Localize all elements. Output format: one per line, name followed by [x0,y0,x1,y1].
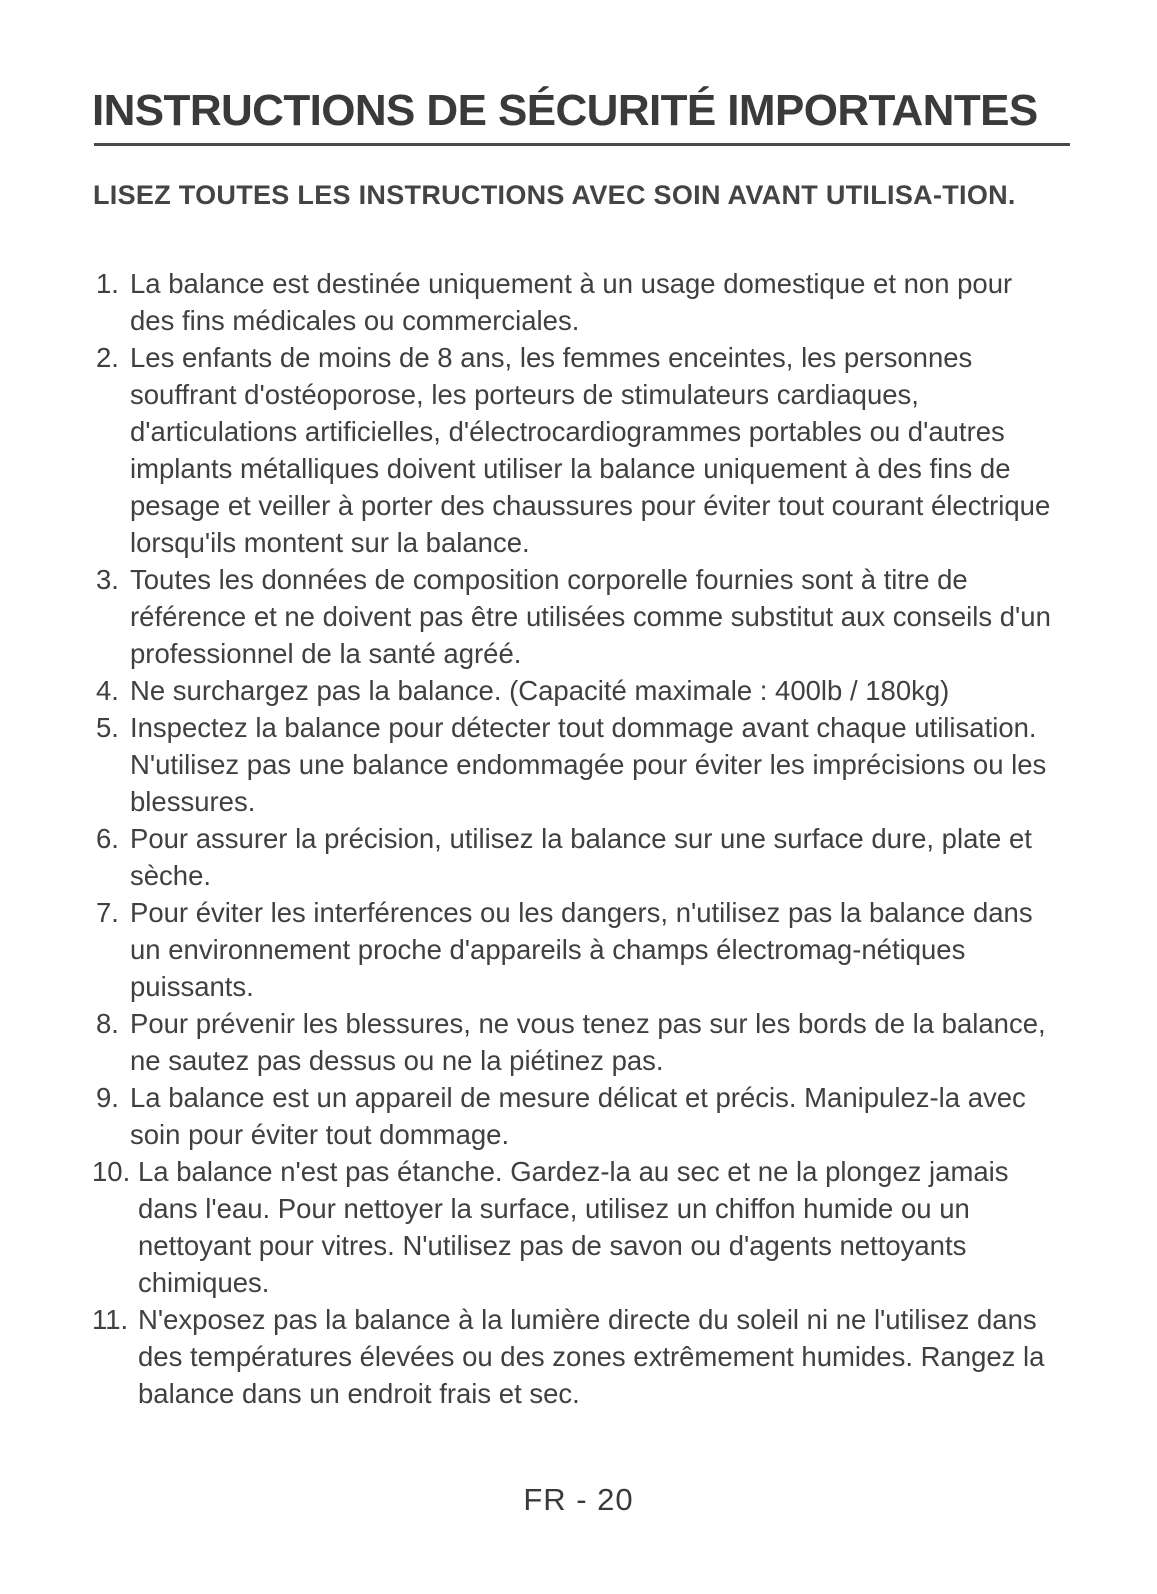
item-text: La balance est destinée uniquement à un usage domestique et non pour des fins médicales ou commerciales. [130,268,1013,336]
section-subtitle: LISEZ TOUTES LES INSTRUCTIONS AVEC SOIN AVANT UTILISA-TION. [93,180,1016,210]
item-number: 4. [96,675,119,706]
item-number: 9. [96,1082,119,1113]
item-number: 11. [92,1304,129,1335]
list-item [92,894,1052,1005]
page-number: FR - 20 [523,1482,634,1517]
item-text: La balance n'est pas étanche. Gardez-la au sec et ne la plongez jamais dans l'eau. Pour nettoyer la surface, utilisez un chiffon humide ou un nettoyant pour vitres. N'utilisez pas de savon ou d'agents nettoyants chimiques. [138,1156,1009,1298]
item-text: N'exposez pas la balance à la lumière directe du soleil ni ne l'utilisez dans des températures élevées ou des zones extrêmement humides. Rangez la balance dans un endroit frais et sec. [138,1304,1045,1409]
list-item [92,672,1052,709]
item-number: 1. [96,268,119,299]
item-text: Les enfants de moins de 8 ans, les femmes enceintes, les personnes souffrant d'ostéoporose, les porteurs de stimulateurs cardiaques, d'articulations artificielles, d'électrocardiogrammes portables ou d'autres implants métalliques doivent utiliser la balance uniquement à des fins de pesage et veiller à porter des chaussures pour éviter tout courant électrique lorsqu'ils montent sur la balance. [130,342,1051,558]
item-number: 6. [96,823,119,854]
item-number: 5. [96,712,119,743]
list-item [92,1153,1052,1301]
item-number: 7. [96,897,119,928]
list-item [92,820,1052,894]
item-number: 10. [92,1156,131,1187]
item-text: Ne surchargez pas la balance. (Capacité maximale : 400lb / 180kg) [130,675,950,706]
list-item [92,1079,1052,1153]
item-text: La balance est un appareil de mesure délicat et précis. Manipulez-la avec soin pour éviter tout dommage. [130,1082,1026,1150]
list-item [92,1005,1052,1079]
item-number: 8. [96,1008,119,1039]
page-title: INSTRUCTIONS DE SÉCURITÉ IMPORTANTES [92,86,1038,135]
list-item [92,339,1052,561]
item-text: Toutes les données de composition corporelle fournies sont à titre de référence et ne doivent pas être utilisées comme substitut aux conseils d'un professionnel de la santé agréé. [130,564,1051,669]
list-item [92,265,1052,339]
item-number: 2. [96,342,119,373]
item-number: 3. [96,564,119,595]
item-text: Pour assurer la précision, utilisez la balance sur une surface dure, plate et sèche. [130,823,1032,891]
list-item [92,709,1052,820]
list-item [92,561,1052,672]
safety-instructions-list [92,265,1052,1412]
item-text: Inspectez la balance pour détecter tout dommage avant chaque utilisation. N'utilisez pas une balance endommagée pour éviter les imprécisions ou les blessures. [130,712,1047,817]
list-item [92,1301,1052,1412]
item-text: Pour prévenir les blessures, ne vous tenez pas sur les bords de la balance, ne sautez pas dessus ou ne la piétinez pas. [130,1008,1046,1076]
item-text: Pour éviter les interférences ou les dangers, n'utilisez pas la balance dans un environnement proche d'appareils à champs électromag-nétiques puissants. [130,897,1033,1002]
title-divider [94,143,1070,146]
